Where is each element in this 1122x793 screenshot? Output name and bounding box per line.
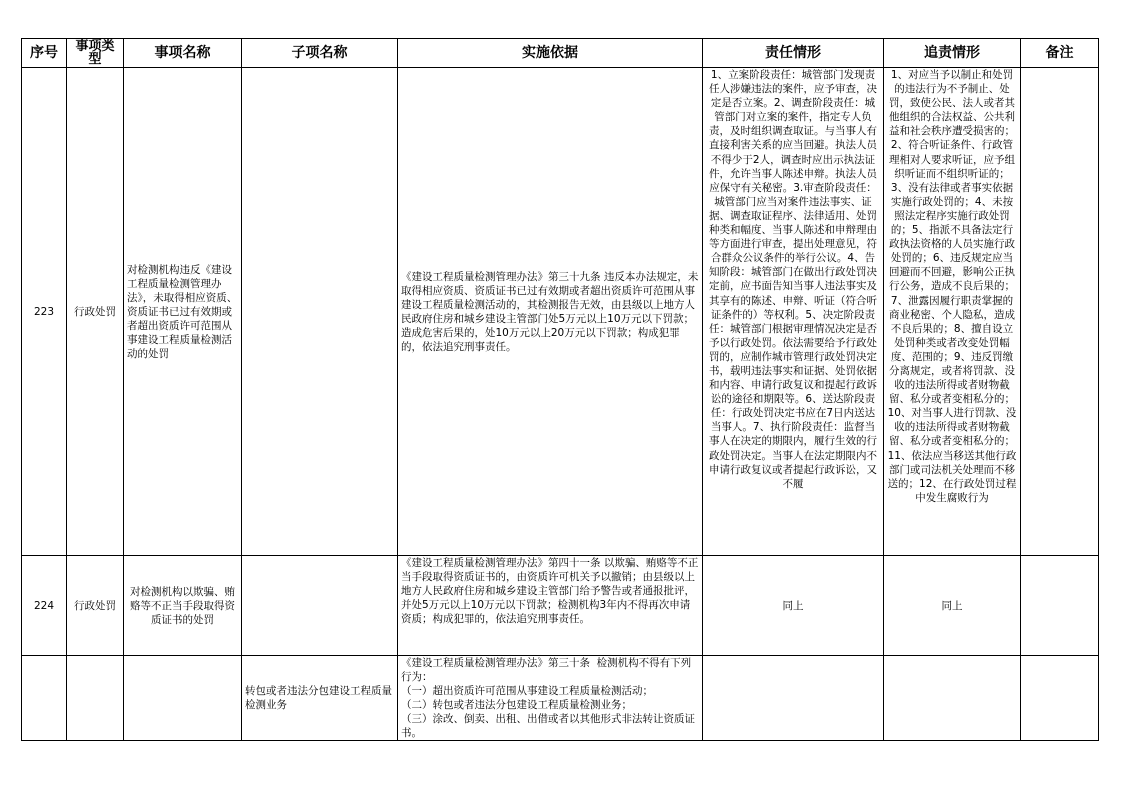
- row-accountability: 1、对应当予以制止和处罚的违法行为不予制止、处罚，致使公民、法人或者其他组织的合法权益、公共利益和社会秩序遭受损害的；2、符合听证条件、行政管理相对人要求听证，应予组织听证而不组织听证的；3、没有法律或者事实依据实施行政处罚的；4、未按照法定程序实施行政处罚的；5、指派不具备法定行政执法资格的人员实施行政处罚的；6、违反规定应当回避而不回避，影响公正执行公务，造成不良后果的；7、泄露因履行职责掌握的商业秘密、个人隐私，造成不良后果的；8、擅自设立处罚种类或者改变处罚幅度、范围的；9、违反罚缴分离规定，或者将罚款、没收的违法所得或者财物截留、私分或者变相私分的；10、对当事人进行罚款、没收的违法所得或者财物截留、私分或者变相私分的；11、依法应当移送其他行政部门或司法机关处理而不移送的；12、在行政处罚过程中发生腐败行为: [887, 69, 1017, 504]
- row-subname: [242, 556, 398, 656]
- row-remarks: [1021, 656, 1099, 741]
- row-accountability-cell: [884, 68, 1021, 556]
- row-name: 对检测机构以欺骗、贿赂等不正当手段取得资质证书的处罚: [124, 556, 242, 656]
- penalty-table: [21, 38, 1099, 741]
- row-accountability: 同上: [884, 556, 1021, 656]
- row-remarks: [1021, 68, 1099, 556]
- row-name: 对检测机构违反《建设工程质量检测管理办法》，未取得相应资质、资质证书已过有效期或者超出资质许可范围从事建设工程质量检测活动的处罚: [124, 68, 242, 556]
- row-type: 行政处罚: [67, 68, 124, 556]
- header-responsibility: 责任情形: [703, 39, 884, 68]
- header-accountability: 追责情形: [884, 39, 1021, 68]
- header-row: [22, 39, 1099, 68]
- row-seq: [22, 656, 67, 741]
- row-name: [124, 656, 242, 741]
- row-subname: 转包或者违法分包建设工程质量检测业务: [242, 656, 398, 741]
- header-remarks: 备注: [1021, 39, 1099, 68]
- row-responsibility-cell: [703, 68, 884, 556]
- table-row: [22, 656, 1099, 741]
- row-type: 行政处罚: [67, 556, 124, 656]
- row-basis-cell: [398, 656, 703, 741]
- header-name: 事项名称: [124, 39, 242, 68]
- header-seq: 序号: [22, 39, 67, 68]
- row-subname: [242, 68, 398, 556]
- row-accountability: [884, 656, 1021, 741]
- row-basis: 《建设工程质量检测管理办法》第三十九条 违反本办法规定，未取得相应资质、资质证书已过有效期或者超出资质许可范围从事建设工程质量检测活动的，其检测报告无效，由县级以上地方人民政府住房和城乡建设主管部门处5万元以上10万元以下罚款；造成危害后果的，处10万元以上20万元以下罚款；构成犯罪的，依法追究刑事责任。: [398, 68, 703, 556]
- row-seq: 223: [22, 68, 67, 556]
- row-remarks: [1021, 556, 1099, 656]
- table-row: [22, 556, 1099, 656]
- row-basis: 《建设工程质量检测管理办法》第三十条 检测机构不得有下列行为： （一）超出资质许可范围从事建设工程质量检测活动； （二）转包或者违法分包建设工程质量检测业务； （三）涂改、倒卖、出租、出借或者以其他形式非法转让资质证书。: [401, 657, 695, 739]
- row-basis: 《建设工程质量检测管理办法》第四十一条 以欺骗、贿赂等不正当手段取得资质证书的，由资质许可机关予以撤销；由县级以上地方人民政府住房和城乡建设主管部门给予警告或者通报批评，并处5万元以上10万元以下罚款；检测机构3年内不得再次申请资质；构成犯罪的，依法追究刑事责任。: [398, 556, 703, 656]
- row-seq: 224: [22, 556, 67, 656]
- header-basis: 实施依据: [398, 39, 703, 68]
- header-type: 事项类型: [67, 39, 124, 68]
- row-responsibility: 1、立案阶段责任：城管部门发现责任人涉嫌违法的案件，应予审查，决定是否立案。2、调查阶段责任：城管部门对立案的案件，指定专人负责，及时组织调查取证。与当事人有直接利害关系的应当回避。执法人员不得少于2人，调查时应出示执法证件，允许当事人陈述申辩。执法人员应保守有关秘密。3.审查阶段责任：城管部门应当对案件违法事实、证据、调查取证程序、法律适用、处罚种类和幅度、当事人陈述和申辩理由等方面进行审查，提出处理意见，符合群众公议条件的举行公议。4、告知阶段：城管部门在做出行政处罚决定前，应书面告知当事人违法事实及其享有的陈述、申辩、听证（符合听证条件的）等权利。5、决定阶段责任：城管部门根据审理情况决定是否予以行政处罚。依法需要给予行政处罚的，应制作城市管理行政处罚决定书，载明违法事实和证据、处罚依据和内容、申请行政复议和提起行政诉讼的途径和期限等。6、送达阶段责任：行政处罚决定书应在7日内送达当事人。7、执行阶段责任：监督当事人在决定的期限内，履行生效的行政处罚决定。当事人在法定期限内不申请行政复议或者提起行政诉讼，又不履: [709, 69, 877, 490]
- table-row: [22, 68, 1099, 556]
- row-type: [67, 656, 124, 741]
- header-subname: 子项名称: [242, 39, 398, 68]
- row-responsibility: 同上: [703, 556, 884, 656]
- row-responsibility: [703, 656, 884, 741]
